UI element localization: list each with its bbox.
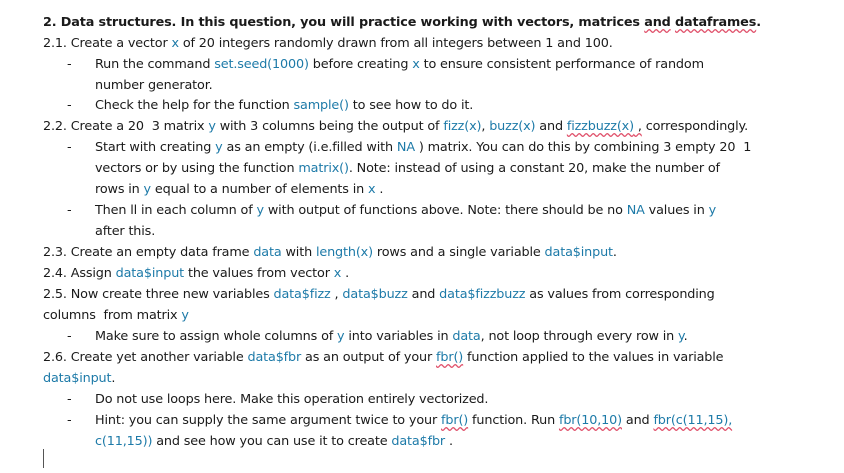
code-term: data [452, 329, 481, 344]
code-term: y [215, 140, 223, 155]
text-run: , [633, 119, 642, 134]
code-term: y [208, 119, 216, 134]
text-line [43, 308, 189, 324]
code-term: length(x) [315, 245, 373, 260]
text-run: and see how you can use it to create [152, 434, 392, 449]
text-line [95, 203, 716, 219]
text-line [95, 78, 213, 94]
text-run: . [375, 182, 384, 197]
text-line [43, 15, 761, 31]
text-line [95, 434, 453, 450]
text-run: , [330, 287, 343, 302]
text-run: , [481, 119, 490, 134]
text-run: Hint: you can supply the same argument twice to your [95, 413, 441, 428]
text-run: 2.4. Assign [43, 266, 116, 281]
text-run: . [683, 329, 688, 344]
text-run: 2. Data structures. In this question, you will practice working with vectors, matrices [43, 15, 645, 30]
text-run: with output of functions above. Note: there should be no [263, 203, 627, 218]
bullet-dash: - [67, 329, 72, 344]
text-line [95, 140, 751, 156]
code-term: fizz(x) [443, 119, 482, 134]
code-term: y [337, 329, 345, 344]
text-line [43, 119, 748, 135]
text-run: the values from vector [184, 266, 334, 281]
code-term: buzz(x) [489, 119, 536, 134]
code-term: data$fbr [247, 350, 302, 365]
text-run: Check the help for the function [95, 98, 294, 113]
code-term: data$fizzbuzz [439, 287, 526, 302]
code-term: data$fizz [273, 287, 331, 302]
text-run: . [612, 245, 617, 260]
text-run: correspondingly. [641, 119, 749, 134]
code-term: data$input [115, 266, 185, 281]
code-term: c(11,15)) [95, 434, 153, 449]
text-run: ) matrix. You can do this by combining 3 empty 20 1 [414, 140, 752, 155]
text-line [43, 371, 115, 387]
text-run: 2.2. Create a 20 3 matrix [43, 119, 209, 134]
bullet-dash: - [67, 413, 72, 428]
code-term: matrix() [298, 161, 349, 176]
code-term: data [253, 245, 282, 260]
text-run: 2.1. Create a vector [43, 36, 172, 51]
code-term: y [708, 203, 717, 218]
bullet-dash: - [67, 140, 72, 155]
text-run: dataframes [674, 15, 757, 30]
text-run: . Note: instead of using a constant 20, make the number of [348, 161, 720, 176]
text-run: function. Run [468, 413, 559, 428]
text-run: 2.5. Now create three new variables [43, 287, 274, 302]
text-line [43, 36, 613, 52]
text-run: . [341, 266, 350, 281]
text-run: and [621, 413, 654, 428]
text-run: to see how to do it. [348, 98, 474, 113]
text-run: rows in [95, 182, 144, 197]
text-run: columns from matrix [43, 308, 182, 323]
text-run: as values from corresponding [525, 287, 715, 302]
text-run: into variables in [344, 329, 453, 344]
text-run: before creating [308, 57, 413, 72]
text-run: after this. [95, 224, 156, 239]
text-run: to ensure consistent performance of random [419, 57, 704, 72]
code-term: fbr(10,10) [558, 413, 622, 428]
text-run: rows and a single variable [372, 245, 545, 260]
text-cursor [43, 449, 44, 468]
code-term: fbr(c(11,15), [653, 413, 733, 428]
text-run: 2.3. Create an empty data frame [43, 245, 254, 260]
text-run: 2.6. Create yet another variable [43, 350, 248, 365]
text-line [95, 182, 383, 198]
text-run: as an output of your [301, 350, 437, 365]
text-line [95, 392, 488, 408]
text-run: with [281, 245, 316, 260]
text-run: function applied to the values in variable [463, 350, 724, 365]
text-run: and [407, 287, 440, 302]
bullet-dash: - [67, 57, 72, 72]
text-line [95, 57, 704, 73]
code-term: x [171, 36, 179, 51]
text-line [95, 224, 155, 240]
text-line [43, 245, 617, 261]
bullet-dash: - [67, 392, 72, 407]
text-line [43, 287, 715, 303]
text-run: values in [644, 203, 709, 218]
text-run: with 3 columns being the output of [215, 119, 444, 134]
text-run: Then ll in each column of [95, 203, 257, 218]
text-line [95, 98, 473, 114]
code-term: x [333, 266, 342, 281]
text-run: . [111, 371, 116, 386]
code-term: y [143, 182, 151, 197]
text-run: of 20 integers randomly drawn from all integers between 1 and 100. [178, 36, 613, 51]
text-run: . [756, 15, 761, 30]
code-term: data$buzz [342, 287, 408, 302]
code-term: data$input [544, 245, 613, 260]
text-run: Make sure to assign whole columns of [95, 329, 338, 344]
text-run: and [644, 15, 671, 30]
code-term: y [181, 308, 189, 323]
code-term: data$input [43, 371, 112, 386]
code-term: data$fbr [391, 434, 446, 449]
text-run: as an empty (i.e.filled with [222, 140, 397, 155]
text-run: Do not use loops here. Make this operation entirely vectorized. [95, 392, 489, 407]
text-line [43, 350, 723, 366]
text-run: and [535, 119, 567, 134]
code-term: NA [626, 203, 645, 218]
code-term: NA [396, 140, 415, 155]
text-line [95, 329, 688, 345]
bullet-dash: - [67, 98, 72, 113]
text-run: Run the command [95, 57, 215, 72]
text-run: . [445, 434, 453, 449]
text-line [43, 266, 349, 282]
text-line [95, 413, 732, 429]
code-term: y [678, 329, 684, 344]
text-line [95, 161, 720, 177]
code-term: y [256, 203, 264, 218]
text-run: equal to a number of elements in [150, 182, 368, 197]
code-term: set.seed(1000) [214, 57, 309, 72]
text-run: , not loop through every row in [480, 329, 679, 344]
bullet-dash: - [67, 203, 72, 218]
code-term: x [368, 182, 376, 197]
code-term: fbr() [441, 413, 469, 428]
code-term: fbr() [436, 350, 464, 365]
code-term: x [412, 57, 420, 72]
text-run: vectors or by using the function [95, 161, 299, 176]
code-term: fizzbuzz(x) [566, 119, 634, 134]
text-run: Start with creating [95, 140, 216, 155]
text-run: number generator. [95, 78, 213, 93]
code-term: sample() [293, 98, 349, 113]
